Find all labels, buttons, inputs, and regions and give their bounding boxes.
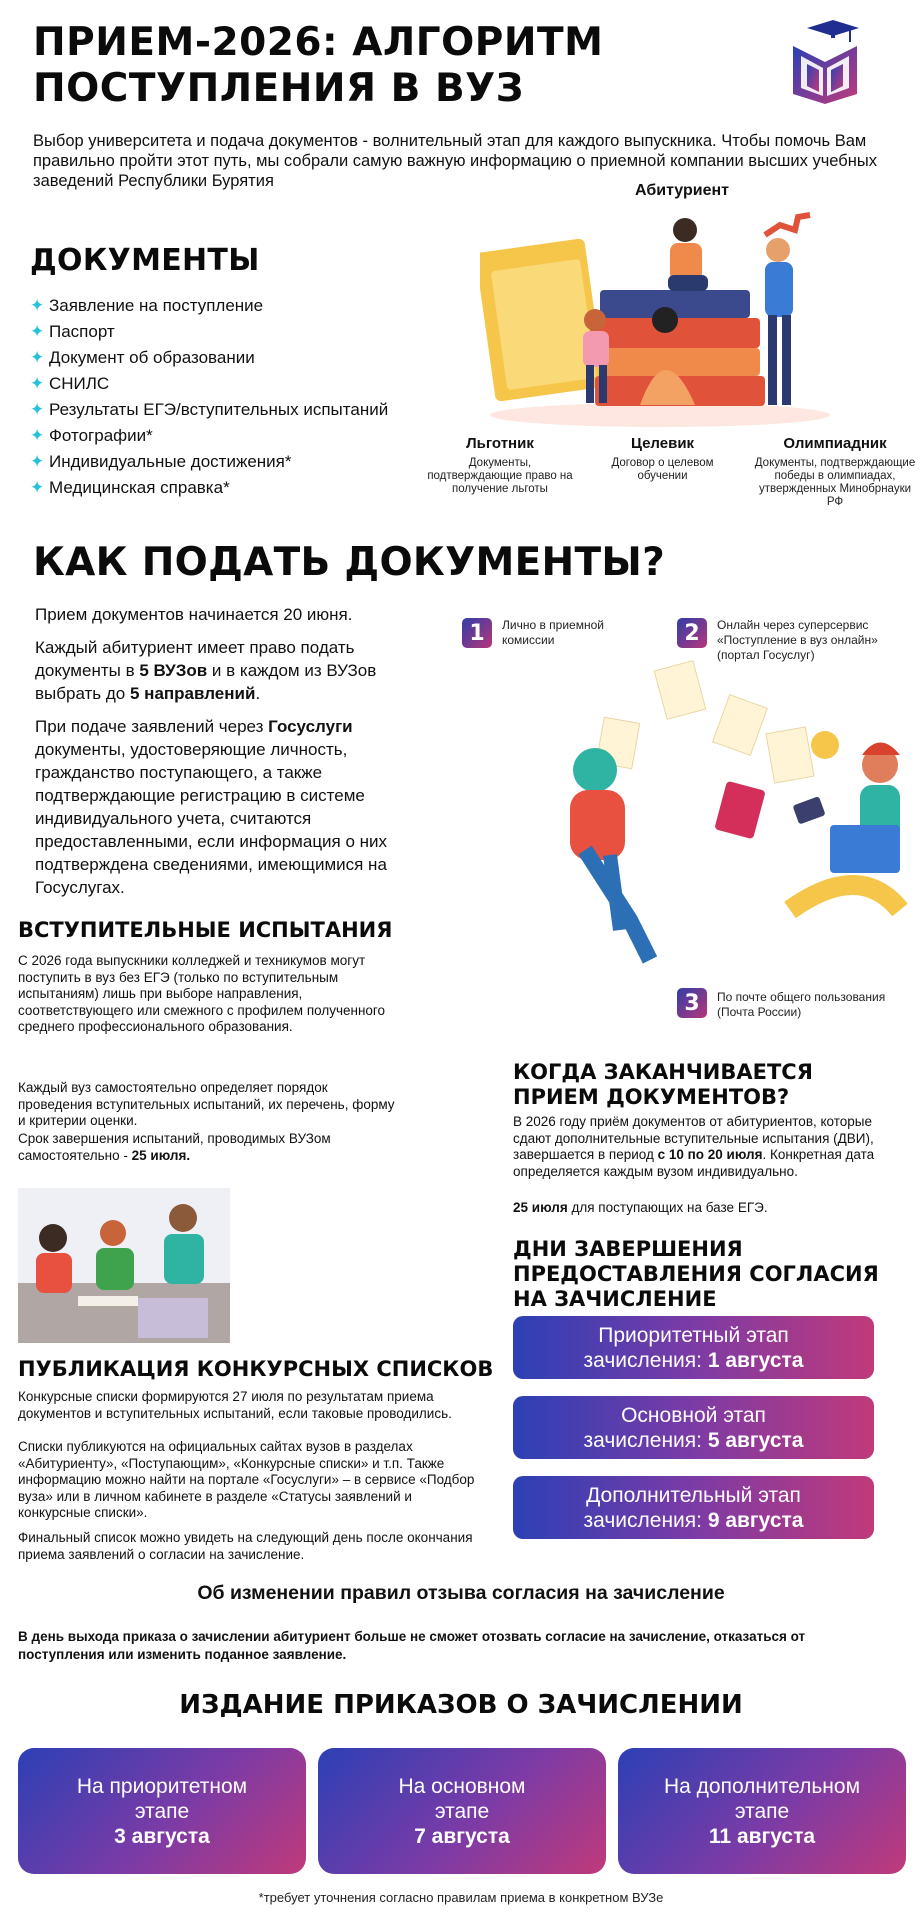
role-title: Льготник bbox=[466, 435, 534, 452]
way-text-3: По почте общего пользования (Почта России) bbox=[717, 990, 886, 1019]
exams-p1: С 2026 года выпускники колледжей и техникумов могут поступить в вуз без ЕГЭ (только по вступительным испытаниям) лишь при выборе направления, соответствующего или смежного с профилем полученного среднего профессионального образования. bbox=[18, 953, 386, 1034]
list-item: ✦ Паспорт bbox=[30, 319, 450, 345]
sparkle-icon: ✦ bbox=[30, 374, 45, 393]
role-target bbox=[595, 435, 730, 483]
sparkle-icon: ✦ bbox=[30, 400, 45, 419]
role-desc: Договор о целевом обучении bbox=[611, 457, 714, 482]
role-desc: Документы, подтверждающие право на получение льготы bbox=[427, 457, 573, 495]
list-item: ✦ Документ об образовании bbox=[30, 345, 450, 371]
university-book-logo bbox=[785, 18, 865, 104]
deadline-title: КОГДА ЗАКАНЧИВАЕТСЯ ПРИЕМ ДОКУМЕНТОВ? bbox=[513, 1060, 813, 1109]
sparkle-icon: ✦ bbox=[30, 452, 45, 471]
exams-p3: Срок завершения испытаний, проводимых ВУЗом самостоятельно - 25 июля. bbox=[18, 1131, 331, 1163]
role-title: Олимпиадник bbox=[783, 435, 887, 452]
intro-text: Выбор университета и подача документов - волнительный этап для каждого выпускника. Чтобы помочь Вам правильно пройти этот путь, мы собрали самую важную информацию о приемной компании высших учебных заведений Республики Бурятия bbox=[33, 132, 877, 190]
order-card-priority: На приоритетном этапе 3 августа bbox=[18, 1748, 306, 1874]
team-illustration bbox=[18, 1188, 230, 1343]
how-p3: При подаче заявлений через Госуслуги документы, удостоверяющие личность, гражданство поступающего, а также подтверждающие регистрацию в системе индивидуального учета, считаются предоставленными, если информация о них подтверждена сведениями, имеющимися на Госуслугах. bbox=[35, 717, 388, 897]
way-text-2: Онлайн через суперсервис «Поступление в вуз онлайн» (портал Госуслуг) bbox=[717, 618, 878, 662]
sparkle-icon: ✦ bbox=[30, 348, 45, 367]
consent-stage-main: Основной этап зачисления: 5 августа bbox=[513, 1396, 874, 1459]
publication-p1: Конкурсные списки формируются 27 июля по результатам приема документов и вступительных испытаний, если таковые проводились. bbox=[18, 1389, 452, 1421]
applicants-illustration bbox=[480, 205, 840, 430]
list-item: ✦ Заявление на поступление bbox=[30, 293, 450, 319]
order-card-main: На основном этапе 7 августа bbox=[318, 1748, 606, 1874]
orders-title: ИЗДАНИЕ ПРИКАЗОВ О ЗАЧИСЛЕНИИ bbox=[179, 1690, 743, 1720]
consent-stage-priority: Приоритетный этап зачисления: 1 августа bbox=[513, 1316, 874, 1379]
how-p1: Прием документов начинается 20 июня. bbox=[35, 605, 353, 624]
list-item: ✦ Индивидуальные достижения* bbox=[30, 449, 450, 475]
page-title bbox=[33, 20, 673, 112]
role-top-label: Абитуриент bbox=[635, 182, 729, 199]
footnote: *требует уточнения согласно правилам приема в конкретном ВУЗе bbox=[258, 1890, 664, 1905]
way-number-3: 3 bbox=[677, 988, 707, 1018]
list-item: ✦ Медицинская справка* bbox=[30, 475, 450, 501]
way-text-1: Лично в приемной комиссии bbox=[502, 618, 604, 647]
role-olympiad bbox=[750, 435, 920, 509]
documents-title: ДОКУМЕНТЫ bbox=[30, 243, 260, 278]
sparkle-icon: ✦ bbox=[30, 322, 45, 341]
role-benefit bbox=[420, 435, 580, 496]
publication-title: ПУБЛИКАЦИЯ КОНКУРСНЫХ СПИСКОВ bbox=[18, 1357, 494, 1381]
rules-title: Об изменении правил отзыва согласия на зачисление bbox=[197, 1582, 725, 1604]
deadline-p2: 25 июля для поступающих на базе ЕГЭ. bbox=[513, 1200, 768, 1215]
role-desc: Документы, подтверждающие победы в олимпиадах, утвержденных Минобрнауки РФ bbox=[754, 457, 916, 508]
exams-title: ВСТУПИТЕЛЬНЫЕ ИСПЫТАНИЯ bbox=[18, 918, 393, 942]
consent-title: ДНИ ЗАВЕРШЕНИЯ ПРЕДОСТАВЛЕНИЯ СОГЛАСИЯ НА ЗАЧИСЛЕНИЕ bbox=[513, 1237, 879, 1311]
way-number-1: 1 bbox=[462, 618, 492, 648]
title-line-1: ПРИЕМ-2026: АЛГОРИТМ bbox=[33, 20, 604, 65]
consent-stage-additional: Дополнительный этап зачисления: 9 августа bbox=[513, 1476, 874, 1539]
submission-illustration bbox=[540, 660, 910, 970]
how-title: КАК ПОДАТЬ ДОКУМЕНТЫ? bbox=[33, 540, 665, 585]
title-line-2: ПОСТУПЛЕНИЯ В ВУЗ bbox=[33, 66, 524, 111]
publication-p2: Списки публикуются на официальных сайтах вузов в разделах «Абитуриенту», «Поступающим», «Конкурсные списки» и т.п. Также информацию можно найти на портале «Госуслуги» – в сервисе «Подбор вуза» или в личном кабинете в разделе «Статусы заявлений и конкурсные списки». bbox=[18, 1439, 475, 1520]
sparkle-icon: ✦ bbox=[30, 426, 45, 445]
deadline-p1: В 2026 году приём документов от абитуриентов, которые сдают дополнительные вступительные испытания (ДВИ), завершается в период с 10 по 20 июля. Конкретная дата определяется каждым вузом индивидуально. bbox=[513, 1114, 875, 1179]
role-title: Целевик bbox=[630, 435, 695, 452]
publication-p3: Финальный список можно увидеть на следующий день после окончания приема заявлений о согласии на зачисление. bbox=[18, 1530, 473, 1562]
sparkle-icon: ✦ bbox=[30, 296, 45, 315]
list-item: ✦ Результаты ЕГЭ/вступительных испытаний bbox=[30, 397, 450, 423]
list-item: ✦ СНИЛС bbox=[30, 371, 450, 397]
how-p2: Каждый абитуриент имеет право подать документы в 5 ВУЗов и в каждом из ВУЗов выбрать до 5 направлений. bbox=[35, 638, 377, 703]
exams-p2: Каждый вуз самостоятельно определяет порядок проведения вступительных испытаний, их перечень, форму и критерии оценки. bbox=[18, 1080, 395, 1128]
rules-text: В день выхода приказа о зачислении абитуриент больше не сможет отозвать согласие на зачисление, отказаться от поступления или изменить поданное заявление. bbox=[18, 1629, 806, 1662]
order-card-additional: На дополнительном этапе 11 августа bbox=[618, 1748, 906, 1874]
sparkle-icon: ✦ bbox=[30, 478, 45, 497]
documents-list bbox=[30, 293, 450, 501]
way-number-2: 2 bbox=[677, 618, 707, 648]
list-item: ✦ Фотографии* bbox=[30, 423, 450, 449]
